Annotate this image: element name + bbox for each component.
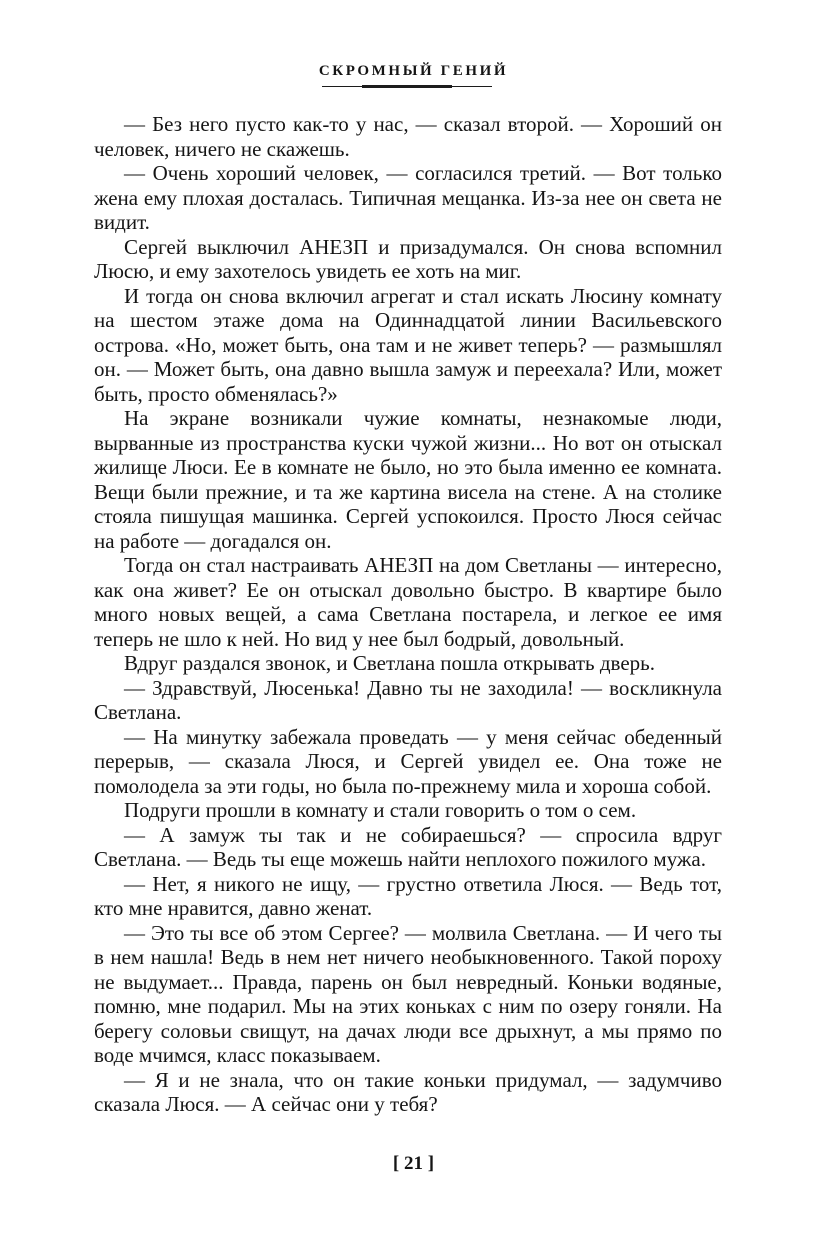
paragraph: — Без него пусто как-то у нас, — сказал второй. — Хороший он человек, ничего не скажешь. xyxy=(94,112,722,161)
paragraph: Сергей выключил АНЕЗП и призадумался. Он снова вспомнил Люсю, и ему захотелось увидеть ее хоть на миг. xyxy=(94,234,722,283)
paragraph: Подруги прошли в комнату и стали говорить о том о сем. xyxy=(124,798,637,822)
paragraph: На экране возникали чужие комнаты, незнакомые люди, вырванные из пространства куски чужой жизни... Но вот он отыскал жилище Люси. Ее в комнате не было, но это была именно ее комната. Вещи были прежние, и та же картина висела на стене. А на столике стояла пишущая машинка. Сергей успокоился. Просто Люся сейчас на работе — догадался он. xyxy=(94,406,722,553)
paragraph: — Это ты все об этом Сергее? — молвила Светлана. — И чего ты в нем нашла! Ведь в нем нет ничего необыкновенного. Такой пороху не выдумает... Правда, парень он был невредный. Коньки водяные, помню, мне подарил. Мы на этих коньках с ним по озеру гоняли. На берегу соловьи свищут, на дачах люди все дрыхнут, а мы прямо по воде мчимся, класс показываем. xyxy=(94,920,722,1067)
page-number: [ 21 ] xyxy=(392,1153,435,1174)
paragraph: — Я и не знала, что он такие коньки придумал, — задумчиво сказала Люся. — А сейчас они у тебя? xyxy=(94,1067,722,1116)
paragraph: — Здравствуй, Люсенька! Давно ты не заходила! — воскликнула Светлана. xyxy=(94,675,722,724)
paragraph: — Нет, я никого не ищу, — грустно ответила Люся. — Ведь тот, кто мне нравится, давно женат. xyxy=(94,871,722,920)
paragraph: Тогда он стал настраивать АНЕЗП на дом Светланы — интересно, как она живет? Ее он отыскал довольно быстро. В квартире было много новых вещей, а сама Светлана постарела, и легкое ее имя теперь не шло к ней. Но вид у нее был бодрый, довольный. xyxy=(94,553,722,651)
header-rule-accent xyxy=(362,85,452,88)
paragraph: — А замуж ты так и не собираешься? — спросила вдруг Светлана. — Ведь ты еще можешь найти неплохого пожилого мужа. xyxy=(94,822,722,871)
paragraph: — Очень хороший человек, — согласился третий. — Вот только жена ему плохая досталась. Типичная мещанка. Из-за нее он света не видит. xyxy=(94,161,722,234)
paragraph: — На минутку забежала проведать — у меня сейчас обеденный перерыв, — сказала Люся, и Сергей увидел ее. Она тоже не помолодела за эти годы, но была по-прежнему мила и хороша собой. xyxy=(94,724,722,798)
paragraph: И тогда он снова включил агрегат и стал искать Люсину комнату на шестом этаже дома на Одиннадцатой линии Васильевского острова. «Но, может быть, она там и не живет теперь? — размышлял он. — Может быть, она давно вышла замуж и переехала? Или, может быть, просто обменялась?» xyxy=(94,283,722,406)
paragraph: Вдруг раздался звонок, и Светлана пошла открывать дверь. xyxy=(124,651,655,675)
page-header xyxy=(0,62,827,80)
body-text xyxy=(94,112,722,1117)
running-title: СКРОМНЫЙ ГЕНИЙ xyxy=(318,63,509,79)
